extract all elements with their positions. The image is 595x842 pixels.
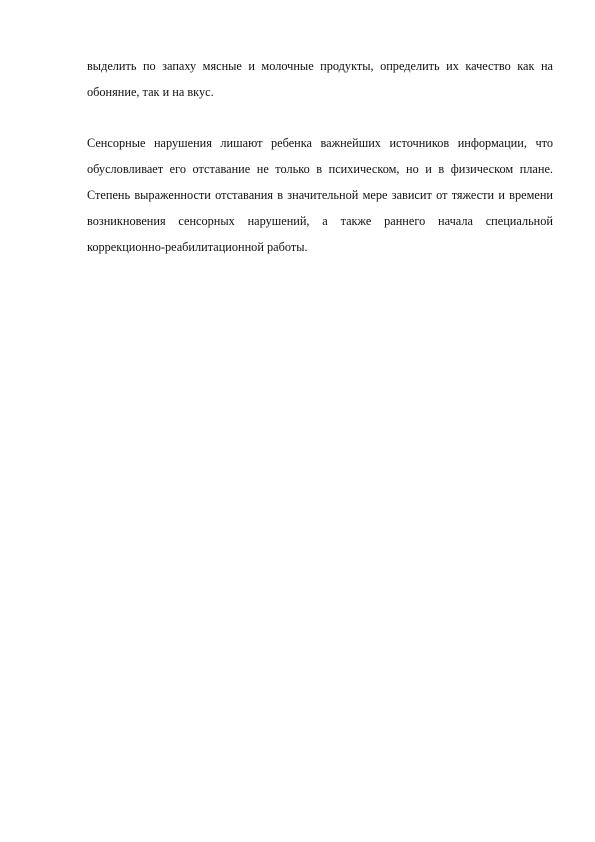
- paragraph-continuation: выделить по запаху мясные и молочные продукты, определить их качество как на обоняние, так и на вкус.: [87, 59, 553, 99]
- paragraph-sensory-impairments: Сенсорные нарушения лишают ребенка важнейших источников информации, что обусловливает его отставание не только в психическом, но и в физическом плане. Степень выраженности отставания в значительной мере зависит от тяжести и времени возникновения сенсорных нарушений, а также раннего начала специальной коррекционно-реабилитационной работы.: [87, 136, 553, 254]
